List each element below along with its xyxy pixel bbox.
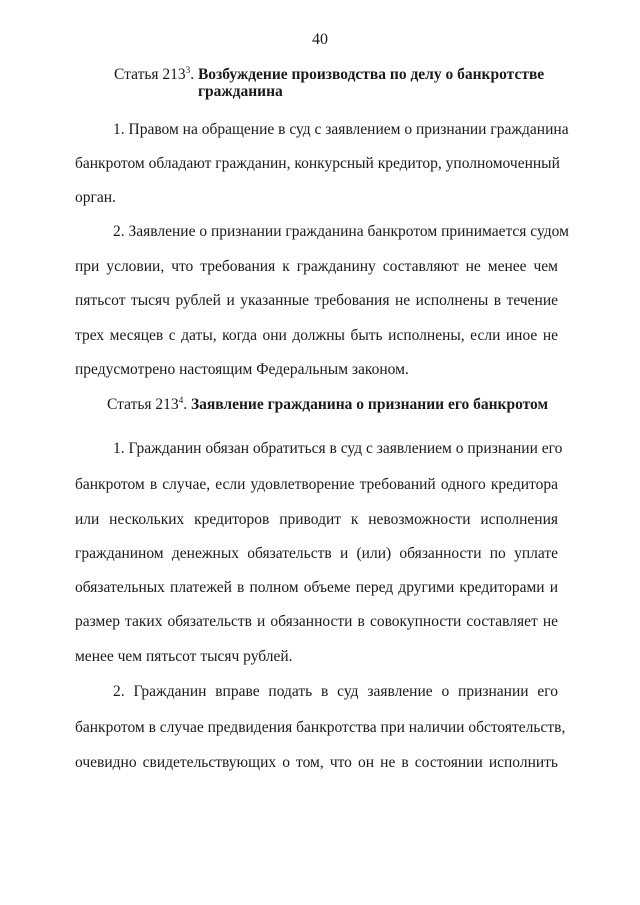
text-line: 1. Гражданин обязан обратиться в суд с заявлением о признании его xyxy=(113,440,563,457)
text-line: предусмотрено настоящим Федеральным законом. xyxy=(75,361,409,378)
text-line: трех месяцев с даты, когда они должны быть исполнены, если иное не xyxy=(75,327,558,344)
text-line: менее чем пятьсот тысяч рублей. xyxy=(75,648,293,665)
text-line: 1. Правом на обращение в суд с заявлением о признании гражданина xyxy=(113,121,569,138)
article-number: Статья 213 xyxy=(114,66,186,83)
text-line: обязательных платежей в полном объеме перед другими кредиторами и xyxy=(75,579,558,596)
article-heading: Статья $213^3$. Возбуждение производства по делу о банкротстве xyxy=(114,65,545,83)
text-line: банкротом в случае предвидения банкротства при наличии обстоятельств, xyxy=(75,719,566,736)
article-superscript: 4 xyxy=(178,395,184,405)
article-superscript: 3 xyxy=(185,65,191,75)
text-line: 2. Гражданин вправе подать в суд заявление о признании его xyxy=(113,683,558,700)
text-line: при условии, что требования к гражданину составляют не менее чем xyxy=(75,258,558,275)
article-title: Заявление гражданина о признании его банкротом xyxy=(190,396,549,413)
text-line: орган. xyxy=(75,189,116,206)
text-line: банкротом в случае, если удовлетворение требований одного кредитора xyxy=(75,476,558,493)
text-line: банкротом обладают гражданин, конкурсный кредитор, уполномоченный xyxy=(75,155,560,172)
text-line: 2. Заявление о признании гражданина банкротом принимается судом xyxy=(113,223,569,240)
text-line: гражданином денежных обязательств и (или) обязанности по уплате xyxy=(75,545,558,562)
page-number: 40 xyxy=(312,31,328,48)
text-line: или нескольких кредиторов приводит к невозможности исполнения xyxy=(75,511,558,528)
article-title: Возбуждение производства по делу о банкротстве xyxy=(197,66,545,83)
article-number: Статья 213 xyxy=(107,396,179,413)
text-line: пятьсот тысяч рублей и указанные требования не исполнены в течение xyxy=(75,292,558,309)
text-line: очевидно свидетельствующих о том, что он не в состоянии исполнить xyxy=(75,754,558,771)
article-heading: Статья $213^4$. Заявление гражданина о признании его банкротом xyxy=(107,395,549,413)
text-line: размер таких обязательств и обязанности в совокупности составляет не xyxy=(75,613,558,630)
article-title-continuation: гражданина xyxy=(198,83,283,100)
